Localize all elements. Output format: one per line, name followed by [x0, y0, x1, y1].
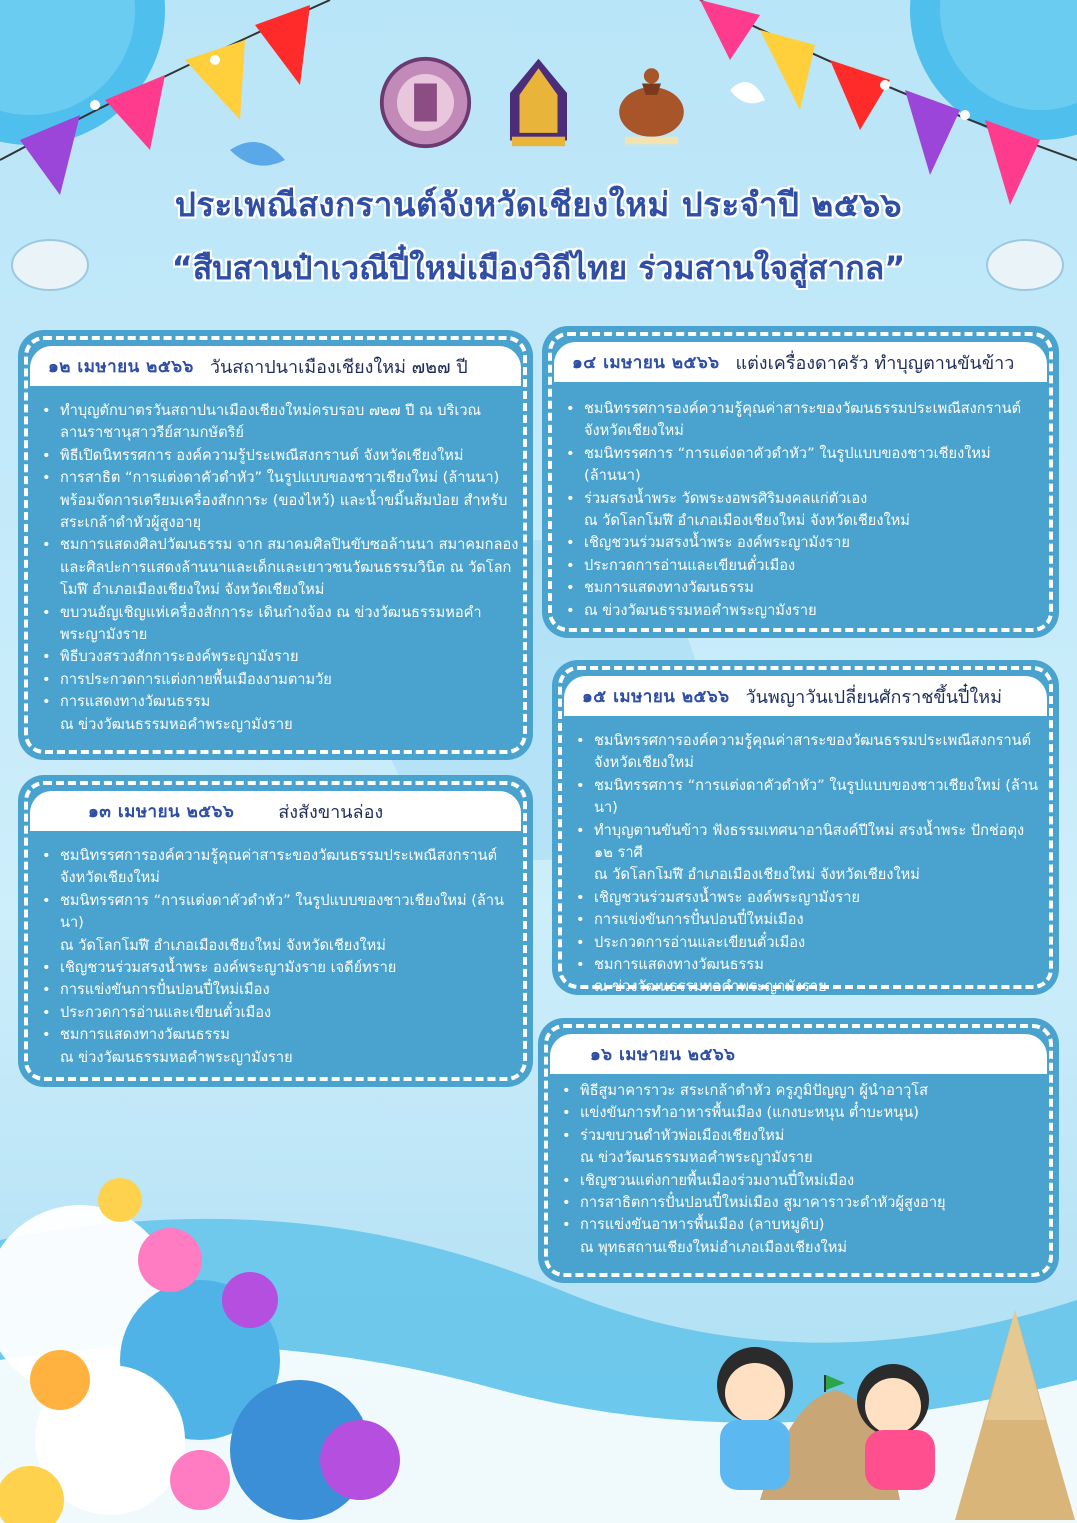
province-logo [604, 55, 699, 150]
list-item: • ประกวดการอ่านและเขียนตั๋วเมือง [40, 1002, 519, 1024]
card-headline: ส่งสังขานล่อง [278, 801, 384, 823]
list-item: • ชมนิทรรศการองค์ความรู้คุณค่าสาระของวัฒนธรรมประเพณีสงกรานต์ จังหวัดเชียงใหม่ [40, 845, 519, 890]
activity-list [40, 845, 519, 1069]
logo-row [0, 55, 1077, 150]
list-item: • พิธีบวงสรวงสักการะองค์พระญามังราย [40, 646, 519, 668]
activity-list [40, 400, 519, 736]
list-item: • พิธีเปิดนิทรรศการ องค์ความรู้ประเพณีสงกรานต์ จังหวัดเชียงใหม่ [40, 445, 519, 467]
ministry-logo [378, 55, 473, 150]
card-date: ๑๓ เมษายน ๒๕๖๖ [88, 801, 235, 822]
list-item: • เชิญชวนแต่งกายพื้นเมืองร่วมงานปี๋ใหม่เมือง [560, 1170, 1045, 1192]
list-item: • ชมนิทรรศการองค์ความรู้คุณค่าสาระของวัฒนธรรมประเพณีสงกรานต์ จังหวัดเชียงใหม่ [564, 398, 1045, 443]
schedule-card-apr-12 [18, 330, 533, 760]
list-item: • เชิญชวนร่วมสรงน้ำพระ องค์พระญามังราย [574, 887, 1045, 909]
list-item: • ชมนิทรรศการองค์ความรู้คุณค่าสาระของวัฒนธรรมประเพณีสงกรานต์ จังหวัดเชียงใหม่ [574, 730, 1045, 775]
card-header [30, 791, 521, 831]
list-item: • ชมการแสดงทางวัฒนธรรม [564, 577, 1045, 599]
list-item: • การแข่งขันการปั๋นปอนปี๋ใหม่เมือง [574, 909, 1045, 931]
card-date: ๑๒ เมษายน ๒๕๖๖ [48, 356, 194, 377]
activity-list [560, 1080, 1045, 1259]
list-item: • การแข่งขันการปั๋นปอนปี๋ใหม่เมือง [40, 979, 519, 1001]
list-item: • ชมนิทรรศการ “การแต่งดาคัวดำหัว” ในรูปแบบของชาวเชียงใหม่ (ล้านนา) [564, 443, 1045, 488]
card-header [30, 346, 521, 386]
page-title: ประเพณีสงกรานต์จังหวัดเชียงใหม่ ประจำปี ๒๕๖๖ [174, 185, 903, 224]
list-item: • ขบวนอัญเชิญแห่เครื่องสักการะ เดินก๋างจ้อง ณ ข่วงวัฒนธรรมหอคำ พระญามังราย [40, 602, 519, 647]
list-item: • การประกวดการแต่งกายพื้นเมืองงามตามวัย [40, 669, 519, 691]
card-headline: แต่งเครื่องดาครัว ทำบุญตานขันข้าว [735, 352, 1015, 374]
list-item: • ทำบุญตักบาตรวันสถาปนาเมืองเชียงใหม่ครบรอบ ๗๒๗ ปี ณ บริเวณ ลานราชานุสาวรีย์สามกษัตริย์ [40, 400, 519, 445]
list-item: • ร่วมสรงน้ำพระ วัดพระงอพรศิริมงคลแก่ตัวเอง ณ วัดโลกโมฬี อำเภอเมืองเชียงใหม่ จังหวัดเชียงใหม่ [564, 488, 1045, 533]
card-header [564, 676, 1047, 716]
list-item: • ประกวดการอ่านและเขียนตั๋วเมือง [564, 555, 1045, 577]
schedule-card-apr-13 [18, 775, 533, 1087]
list-item: • การสาธิตการปั๋นปอนปี๋ใหม่เมือง สูมาคาราวะดำหัวผู้สูงอายุ [560, 1192, 1045, 1214]
list-item: • ชมนิทรรศการ “การแต่งดาคัวดำหัว” ในรูปแบบของชาวเชียงใหม่ (ล้านนา) ณ วัดโลกโมฬี อำเภอเมืองเชียงใหม่ จังหวัดเชียงใหม่ [40, 890, 519, 957]
activity-list [564, 398, 1045, 622]
card-header [550, 1034, 1047, 1074]
schedule-card-apr-16 [538, 1018, 1059, 1283]
card-date: ๑๕ เมษายน ๒๕๖๖ [582, 686, 730, 707]
schedule-card-apr-15 [552, 660, 1059, 995]
list-item: • การแข่งขันอาหารพื้นเมือง (ลาบหมูดิบ) ณ พุทธสถานเชียงใหม่อำเภอเมืองเชียงใหม่ [560, 1214, 1045, 1259]
card-headline: วันสถาปนาเมืองเชียงใหม่ ๗๒๗ ปี [209, 356, 468, 378]
card-header [554, 342, 1047, 382]
list-item: • ทำบุญตานขันข้าว ฟังธรรมเทศนาอานิสงค์ปีใหม่ สรงน้ำพระ ปักช่อตุง ๑๒ ราศี ณ วัดโลกโมฬี อำเภอเมืองเชียงใหม่ จังหวัดเชียงใหม่ [574, 820, 1045, 887]
list-item: • เชิญชวนร่วมสรงน้ำพระ องค์พระญามังราย [564, 532, 1045, 554]
list-item: • ชมการแสดงศิลปวัฒนธรรม จาก สมาคมศิลปินขับซอล้านนา สมาคมกลอง และศิลปะการแสดงล้านนาและเด็กและเยาวชนวัฒนธรรมวินิต ณ วัดโลก โมฬี อำเภอเมืองเชียงใหม่ จังหวัดเชียงใหม่ [40, 534, 519, 601]
list-item: • การสาธิต “การแต่งดาคัวดำหัว” ในรูปแบบของชาวเชียงใหม่ (ล้านนา) พร้อมจัดการเตรียมเครื่องสักการะ (ของไหว้) และน้ำขมิ้นส้มป่อย สำหรับ สระเกล้าดำหัวผู้สูงอายุ [40, 467, 519, 534]
list-item: • ชมนิทรรศการ “การแต่งดาคัวดำหัว” ในรูปแบบของชาวเชียงใหม่ (ล้านนา) [574, 775, 1045, 820]
card-date: ๑๖ เมษายน ๒๕๖๖ [590, 1044, 736, 1065]
list-item: • ชมการแสดงทางวัฒนธรรม ณ ข่วงวัฒนธรรมหอคำพระญามังราย [40, 1024, 519, 1069]
list-item: • พิธีสูมาคาราวะ สระเกล้าดำหัว ครูภูมิปัญญา ผู้นำอาวุโส [560, 1080, 1045, 1102]
list-item: • การแสดงทางวัฒนธรรม ณ ข่วงวัฒนธรรมหอคำพระญามังราย [40, 691, 519, 736]
list-item: • ร่วมขบวนดำหัวพ่อเมืองเชียงใหม่ ณ ข่วงวัฒนธรรมหอคำพระญามังราย [560, 1125, 1045, 1170]
list-item: • ชมการแสดงทางวัฒนธรรม ณ ข่วงวัฒนธรรมหอคำพระญามังราย [574, 954, 1045, 999]
list-item: • แข่งขันการทำอาหารพื้นเมือง (แกงบะหนุน ต๋ำบะหนุน) [560, 1102, 1045, 1124]
page-slogan: “สืบสานป๋าเวณีปี๋ใหม่เมืองวิถีไทย ร่วมสานใจสู่สากล” [171, 249, 906, 287]
schedule-card-apr-14 [542, 326, 1059, 638]
list-item: • ณ ข่วงวัฒนธรรมหอคำพระญามังราย [564, 600, 1045, 622]
card-headline: วันพญาวันเปลี่ยนศักราชขึ้นปี๋ใหม่ [745, 686, 1002, 708]
list-item: • เชิญชวนร่วมสรงน้ำพระ องค์พระญามังราย เจดีย์ทราย [40, 957, 519, 979]
activity-list [574, 730, 1045, 999]
card-date: ๑๔ เมษายน ๒๕๖๖ [572, 352, 720, 373]
list-item: • ประกวดการอ่านและเขียนตั๋วเมือง [574, 932, 1045, 954]
culture-office-logo [491, 55, 586, 150]
